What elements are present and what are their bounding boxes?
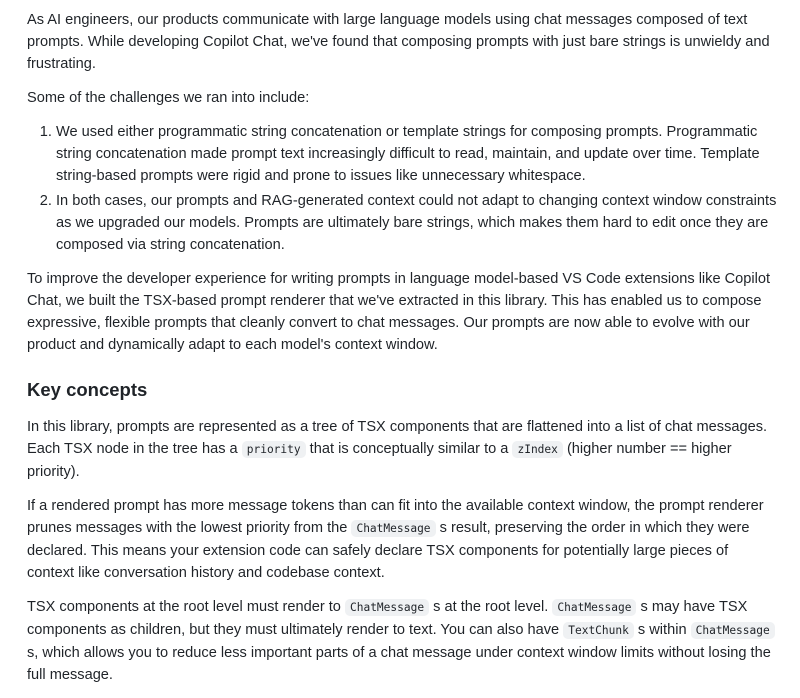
intro-paragraph: As AI engineers, our products communicate with large language models using chat messages composed of text prompts. While developing Copilot Chat, we've found that composing prompts with just bare strings is unwieldy and frustrating. bbox=[27, 12, 770, 72]
text-span: TSX components at the root level must render to bbox=[27, 599, 345, 615]
challenges-intro: Some of the challenges we ran into include: bbox=[27, 90, 310, 106]
key-concepts-paragraph-2 bbox=[27, 495, 779, 584]
key-concepts-paragraph-1 bbox=[27, 416, 779, 483]
inline-code: ChatMessage bbox=[691, 622, 775, 639]
text-span: s within bbox=[633, 622, 691, 638]
list-item: 1. We used either programmatic string concatenation or template strings for composing prompts. Programmatic string concatenation made prompt text increasingly difficult to read, maintain, and update over time. Template string-based prompts were rigid and prone to issues like unnecessary whitespace. bbox=[56, 121, 779, 187]
inline-code: ChatMessage bbox=[345, 599, 429, 616]
inline-code: TextChunk bbox=[563, 622, 634, 639]
text-span: s at the root level. bbox=[429, 599, 553, 615]
inline-code: zIndex bbox=[512, 441, 562, 458]
inline-code: ChatMessage bbox=[351, 520, 435, 537]
inline-code: ChatMessage bbox=[552, 599, 636, 616]
text-span: that is conceptually similar to a bbox=[305, 441, 513, 457]
section-heading: Key concepts bbox=[27, 379, 148, 400]
text-span: s may have TSX components as children, but they must ultimately render to text. You can also have bbox=[27, 599, 748, 638]
text-span: If a rendered prompt has more message tokens than can fit into the available context window, the prompt renderer prunes messages with the lowest priority from the bbox=[27, 498, 764, 536]
improve-paragraph: To improve the developer experience for writing prompts in language model-based VS Code extensions like Copilot Chat, we built the TSX-based prompt renderer that we've extracted in this library. This has enabled us to compose expressive, flexible prompts that cleanly convert to chat messages. Our prompts are now able to evolve with our product and dynamically adapt to each model's context window. bbox=[27, 271, 771, 353]
article-body bbox=[27, 9, 779, 698]
challenges-list bbox=[27, 121, 779, 256]
text-span: s result, preserving the order in which they were declared. This means your extension code can safely declare TSX components for potentially large pieces of context like conversation history and codebase context. bbox=[27, 520, 750, 581]
list-item: 2. In both cases, our prompts and RAG-generated context could not adapt to changing context window constraints as we upgraded our models. Prompts are ultimately bare strings, which makes them hard to edit once they are composed via string concatenation. bbox=[56, 190, 779, 256]
inline-code: priority bbox=[242, 441, 306, 458]
key-concepts-paragraph-3 bbox=[27, 596, 779, 686]
text-span: (higher number == higher priority). bbox=[27, 441, 732, 480]
text-span: In this library, prompts are represented as a tree of TSX components that are flattened into a list of chat messages. Each TSX node in the tree has a bbox=[27, 419, 768, 457]
text-span: s, which allows you to reduce less important parts of a chat message under context window limits without losing the full message. bbox=[27, 645, 771, 683]
